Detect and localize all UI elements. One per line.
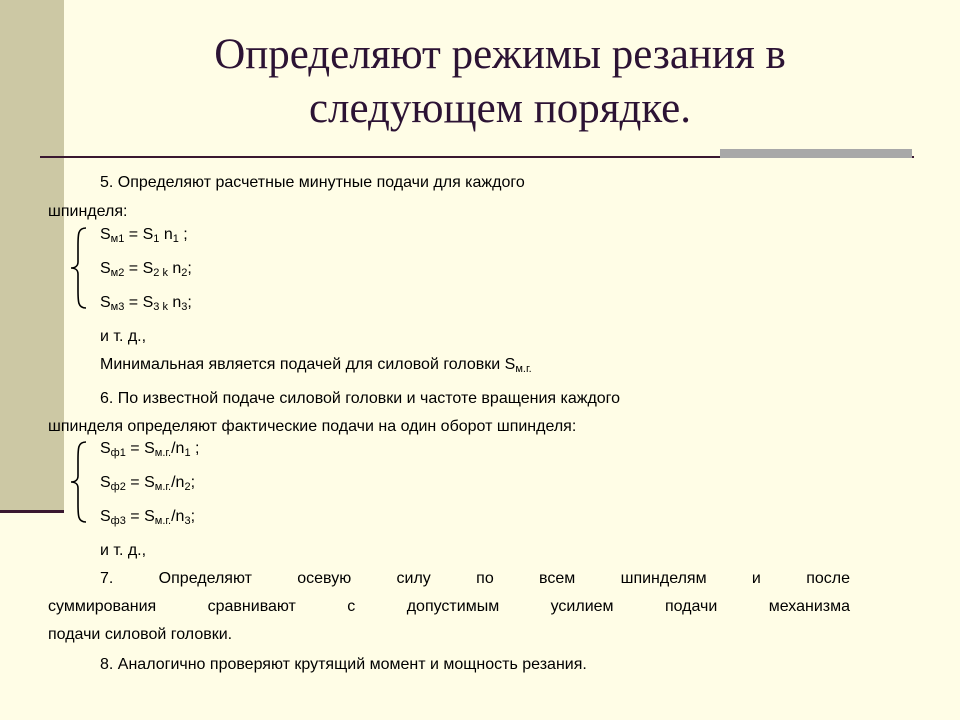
slide-title <box>120 28 880 136</box>
formula-sf2: $S_{ф2} = S_{м.г.}/n_2$; <box>100 474 196 493</box>
title-line-2: следующем порядке. <box>308 85 692 132</box>
title-line-1: Определяют режимы резания в <box>214 31 786 78</box>
formula-sm1: $S_{м1} = S_1$ $n_1$ ; <box>100 226 188 245</box>
formula-sm2: $S_{м2} = S_{2 k}$ $n_2$; <box>100 260 192 279</box>
left-brace-icon <box>68 440 92 524</box>
step5-line2: шпинделя: <box>48 203 128 220</box>
step7-line2: суммирования сравнивают с допустимым усилием подачи механизма <box>48 598 850 615</box>
title-accent-bar <box>720 149 912 158</box>
etc-2: и т. д., <box>100 542 147 559</box>
formula-sf1: $S_{ф1} = S_{м.г.}/n_1$ ; <box>100 440 200 459</box>
step6-line2: шпинделя определяют фактические подачи на один оборот шпинделя: <box>48 418 577 435</box>
step5-line1: 5. Определяют расчетные минутные подачи для каждого <box>100 174 525 191</box>
formula-sf3: $S_{ф3} = S_{м.г.}/n_3$; <box>100 508 196 527</box>
sidebar-bottom-line <box>0 510 64 513</box>
step7-line3: подачи силовой головки. <box>48 626 233 643</box>
minimal-feed-text: Минимальная является подачей для силовой головки $S_{м.г.}$ <box>100 356 532 375</box>
step6-line1: 6. По известной подаче силовой головки и частоте вращения каждого <box>100 390 621 407</box>
left-brace-icon <box>68 226 92 310</box>
etc-1: и т. д., <box>100 328 147 345</box>
step7-line1: 7. Определяют осевую силу по всем шпинделям и после <box>100 570 850 587</box>
formula-sm3: $S_{м3} = S_{3 k}$ $n_3$; <box>100 294 192 313</box>
step8-text: 8. Аналогично проверяют крутящий момент и мощность резания. <box>100 656 587 673</box>
